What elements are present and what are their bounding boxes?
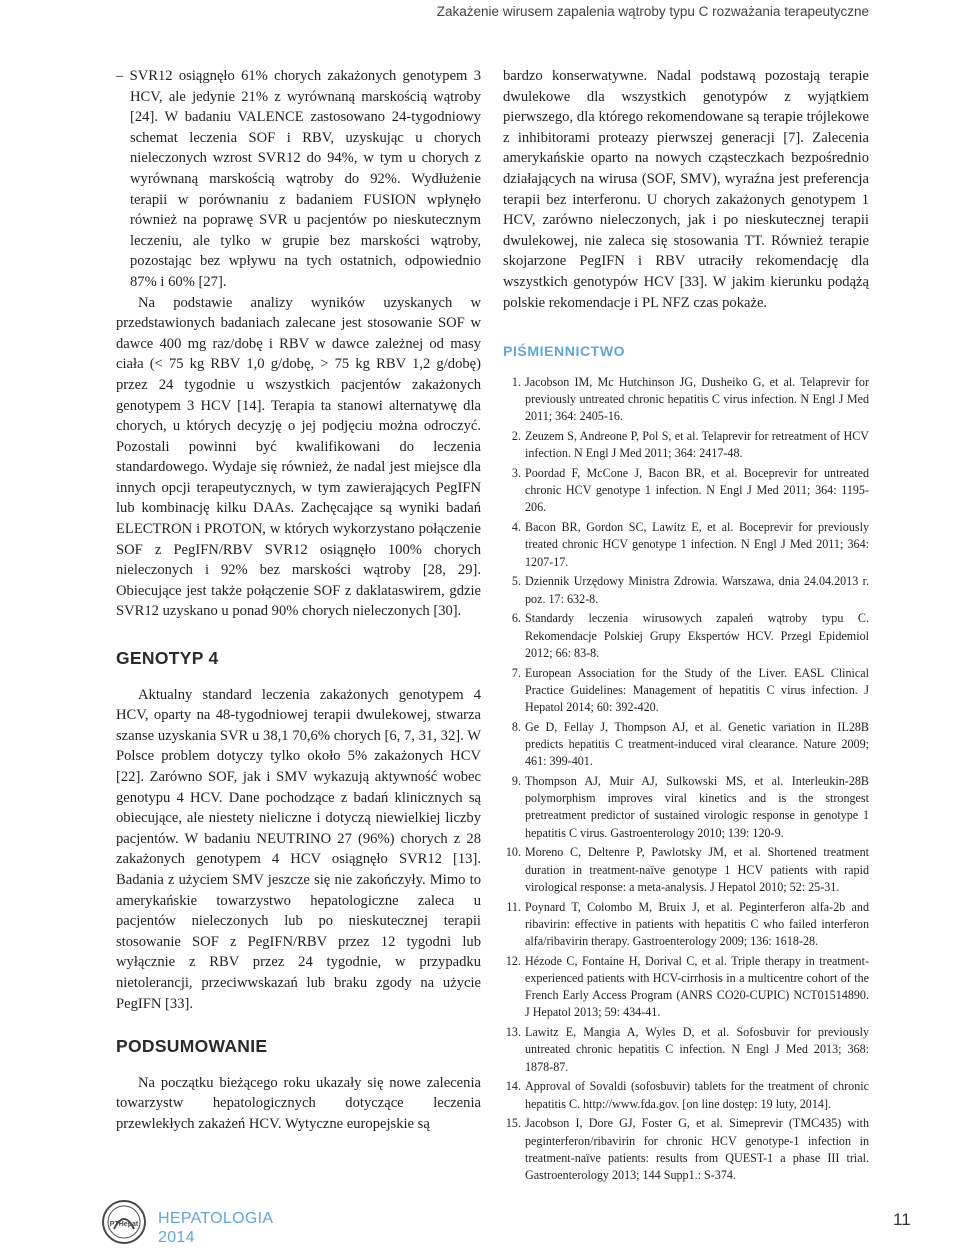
reference-item: 11. Poynard T, Colombo M, Bruix J, et al. Peginterferon alfa-2b and ribavirin: effective in patients with hepatitis C who failed interferon alfa/ribavirin therapy. Gastroenterology 2009; 136: 1618-28.: [506, 899, 869, 948]
paragraph-recommendations-genotype3: Na podstawie analizy wyników uzyskanych w przedstawionych badaniach zalecane jest stosowanie SOF w dawce 400 mg raz/dobę i RBV w dawce zależnej od masy ciała (< 75 kg RBV 1,0 g/dobę, > 75 kg RBV 1,2 g/dobę) przez 24 tygodnie u wszystkich pacjentów zakażonych genotypem 3 HCV [14]. Terapia ta stanowi alternatywę dla chorych, u których decyzję o jej podjęciu można odroczyć. Pozostali powinni być kwalifikowani do leczenia standardowego. Wydaje się również, że nadal jest miejsce dla innych opcji terapeutycznych, w tym zawierających PegIFN lub kombinację kilku DAAs. Zachęcające są wyniki badań ELECTRON i PROTON, w których wykorzystano połączenie SOF z PegIFN/RBV SVR12 osiągnęło 100% chorych nieleczonych i 92% bez marskości wątroby [28, 29]. Obiecujące jest także połączenie SOF z daklataswirem, gdzie SVR12 uzyskano u ponad 90% chorych nieleczonych [30].: [116, 294, 481, 620]
footer-journal-name: [158, 1209, 273, 1247]
reference-item: 12. Hézode C, Fontaine H, Dorival C, et al. Triple therapy in treatment-experienced patients with HCV-cirrhosis in a multicentre cohort of the French Early Access Program (ANRS CO20-CUPIC) NCT01514890. J Hepatol 2013; 59: 434-41.: [505, 953, 869, 1020]
running-head: Zakażenie wirusem zapalenia wątroby typu C rozważania terapeutyczne: [436, 4, 869, 19]
paragraph-continuation: bardzo konserwatywne. Nadal podstawą pozostają terapie dwulekowe dla wszystkich genotypów z wyjątkiem pierwszego, dla którego rekomendowane są terapie trójlekowe z inhibitorami proteazy pierwszej generacji [7]. Zalecenia amerykańskie oparto na nowych cząsteczkach bezpośrednio działających na wirusa (SOF, SMV), wyraźna jest preferencja terapii bez interferonu. U chorych zakażonych genotypem 1 HCV, zarówno nieleczonych, jak i po nieskutecznej terapii dwulekowej, nie zaleca się stosowania TT. Również terapie skojarzone PegIFN i RBV utraciły rekomendację dla wszystkich genotypów HCV [33]. W jakim kierunku podążą polskie rekomendacje i PL NFZ czas pokaże.: [503, 68, 869, 311]
reference-item: 7. European Association for the Study of the Liver. EASL Clinical Practice Guidelines: Management of hepatitis C virus infection. J Hepatol 2014; 60: 392-420.: [511, 665, 869, 714]
journal-logo-icon: [101, 1199, 147, 1245]
references-list: [503, 374, 869, 1184]
section-heading-podsumowanie: PODSUMOWANIE: [116, 1036, 268, 1057]
footer-journal-year: 2014: [158, 1229, 195, 1246]
reference-item: 2. Zeuzem S, Andreone P, Pol S, et al. Telaprevir for retreatment of HCV infection. N Engl J Med 2011; 364: 2417-48.: [511, 428, 869, 461]
reference-item: 14. Approval of Sovaldi (sofosbuvir) tablets for the treatment of chronic hepatitis C. http://www.fda.gov. [on line dostęp: 19 luty, 2014].: [505, 1079, 869, 1111]
section-heading-genotyp-4: GENOTYP 4: [116, 648, 219, 669]
reference-item: 4. Bacon BR, Gordon SC, Lawitz E, et al. Boceprevir for previously treated chronic HCV genotype 1 infection. N Engl J Med 2011; 364: 1207-17.: [511, 520, 869, 569]
journal-logo-text: PTHepat: [109, 1221, 139, 1228]
reference-item: 15. Jacobson I, Dore GJ, Foster G, et al. Simeprevir (TMC435) with peginterferon/ribavirin for chronic HCV genotype-1 infection in treatment-naïve patients: results from QUEST-1 a phase III trial. Gastroenterology 2013; 144 Supp1.: S-374.: [505, 1116, 869, 1182]
references-heading: PIŚMIENNICTWO: [503, 343, 626, 360]
reference-item: 1. Jacobson IM, Mc Hutchinson JG, Dusheiko G, et al. Telaprevir for previously untreated chronic hepatitis C virus infection. N Engl J Med 2011; 364: 2405-16.: [511, 374, 869, 424]
reference-item: 3. Poordad F, McCone J, Bacon BR, et al. Boceprevir for untreated chronic HCV genotype 1 infection. N Engl J Med 2011; 364: 1195-206.: [511, 465, 869, 515]
page-number: 11: [893, 1210, 911, 1229]
right-column: [503, 66, 869, 1187]
footer-journal-title: HEPATOLOGIA: [158, 1210, 274, 1227]
reference-item: 10. Moreno C, Deltenre P, Pawlotsky JM, et al. Shortened treatment duration in treatment-naïve genotype 1 HCV patients with rapid virological response: a meta-analysis. J Hepatol 2010; 52: 25-31.: [505, 845, 869, 894]
paragraph-svr12-genotype3: – SVR12 osiągnęło 61% chorych zakażonych genotypem 3 HCV, ale jedynie 21% z wyrównaną marskością wątroby [24]. W badaniu VALENCE zastosowano 24-tygodniowy schemat leczenia SOF i RBV, uzyskując u chorych nieleczonych wzrost SVR12 do 94%, w tym u chorych z wyrównaną marskością wątroby do 92%. Wydłużenie terapii w porównaniu z badaniem FUSION wpłynęło również na poprawę SVR u pacjentów po nieskutecznym leczeniu, ale tylko w grupie bez marskości wątroby, pozostając bez wpływu na tych ostatnich, odpowiednio 87% i 60% [27].: [116, 68, 481, 290]
reference-item: 9. Thompson AJ, Muir AJ, Sulkowski MS, et al. Interleukin-28B polymorphism improves viral kinetics and is the strongest pretreatment predictor of sustained virologic response in genotype 1 hepatitis C virus. Gastroenterology 2010; 139: 120-9.: [511, 773, 869, 840]
paragraph-genotyp-4: Aktualny standard leczenia zakażonych genotypem 4 HCV, oparty na 48-tygodniowej terapii dwulekowej, stwarza szanse uzyskania SVR u 38,1 70,6% chorych [6, 7, 31, 32]. W Polsce problem dotyczy tylko około 5% zakażonych HCV [22]. Zarówno SOF, jak i SMV wykazują aktywność wobec genotypu 4 HCV. Dane pochodzące z badań klinicznych są obiecujące, ale niestety nieliczne i dotyczą niewielkiej liczby pacjentów. W badaniu NEUTRINO 27 (96%) chorych z 28 zakażonych genotypem 4 HCV osiągnęło SVR12 [13]. Badania z użyciem SMV jeszcze się nie zakończyły. Mimo to amerykańskie towarzystwo hepatologiczne zaleca u pacjentów nieleczonych lub po nieskutecznej terapii stosowanie SOF z PegIFN/RBV przez 12 tygodni lub wyłącznie z RBV przez 24 tygodnie, w przypadku nietolerancji, przeciwwskazań lub braku zgody na użycie PegIFN [33].: [116, 686, 481, 1012]
reference-item: 6. Standardy leczenia wirusowych zapaleń wątroby typu C. Rekomendacje Polskiej Grupy Ekspertów HCV. Przegl Epidemiol 2012; 66: 83-8.: [511, 611, 869, 660]
reference-item: 13. Lawitz E, Mangia A, Wyles D, et al. Sofosbuvir for previously untreated chronic hepatitis C infection. N Engl J Med 2013; 368: 1878-87.: [505, 1025, 869, 1074]
left-column: [116, 66, 481, 1135]
reference-item: 5. Dziennik Urzędowy Ministra Zdrowia. Warszawa, dnia 24.04.2013 r. poz. 17: 632-8.: [511, 574, 869, 606]
paragraph-podsumowanie: Na początku bieżącego roku ukazały się nowe zalecenia towarzystw hepatologicznych dotyczące leczenia przewlekłych zakażeń HCV. Wytyczne europejskie są: [116, 1074, 481, 1132]
reference-item: 8. Ge D, Fellay J, Thompson AJ, et al. Genetic variation in IL28B predicts hepatitis C treatment-induced viral clearance. Nature 2009; 461: 399-401.: [511, 719, 869, 769]
